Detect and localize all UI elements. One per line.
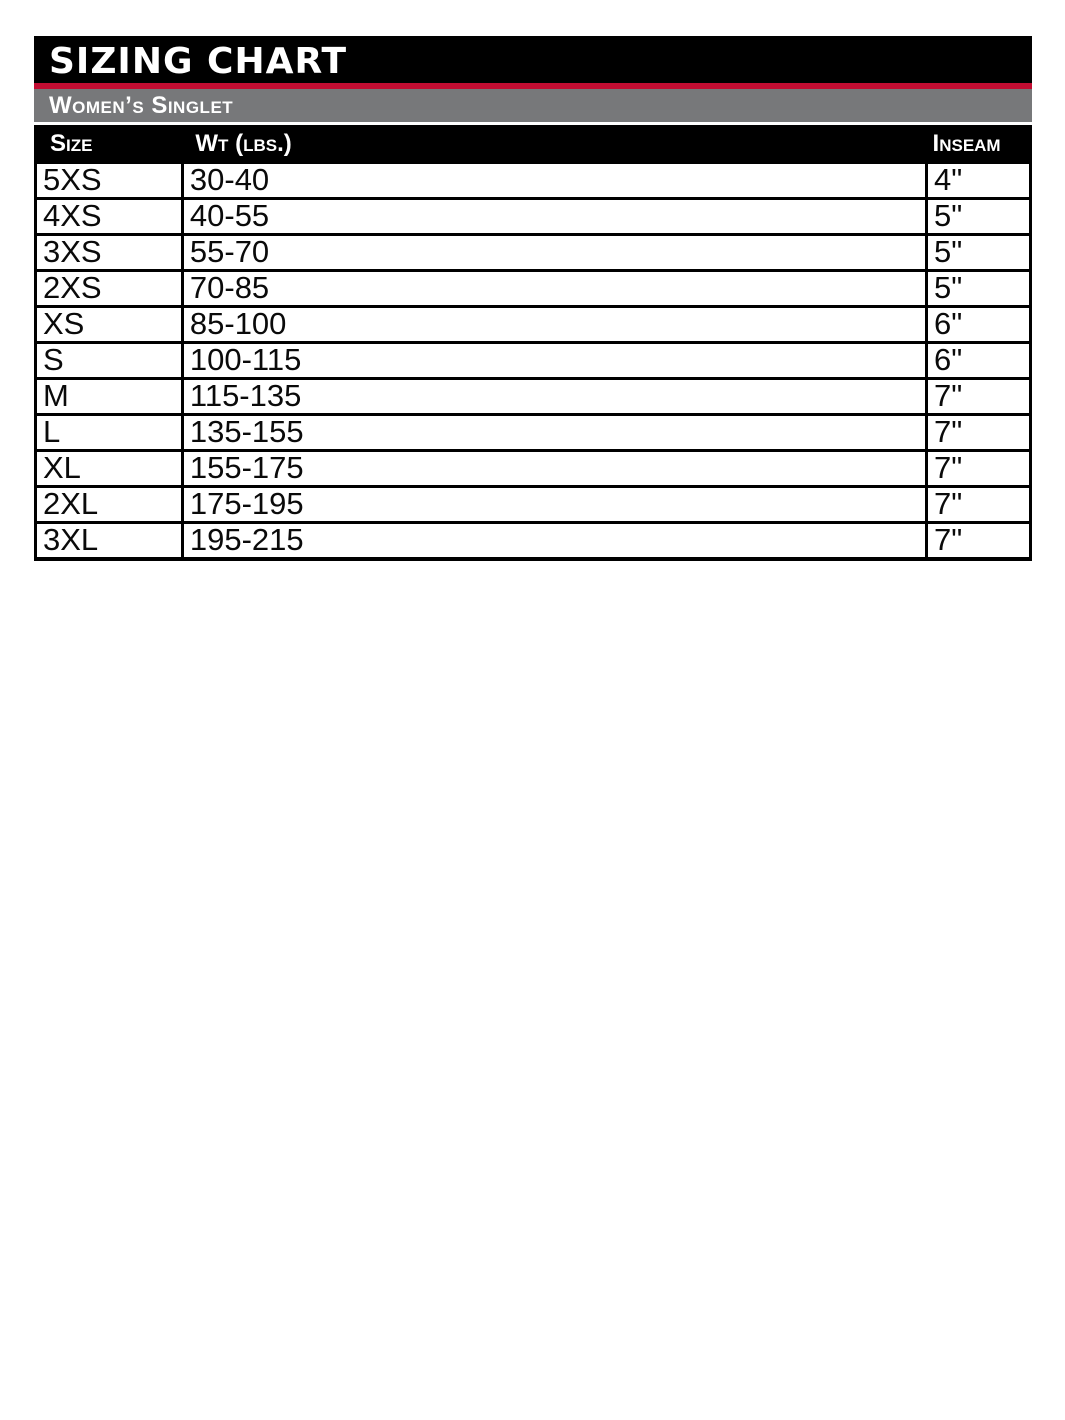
column-header-size: Size <box>36 127 183 163</box>
sizing-chart-sheet <box>34 36 1032 561</box>
inseam-cell: 7" <box>927 487 1031 523</box>
header-row <box>36 127 1031 163</box>
size-cell: XS <box>36 307 183 343</box>
table-row <box>36 343 1031 379</box>
page-title: SIZING CHART <box>49 41 348 82</box>
size-cell: 2XS <box>36 271 183 307</box>
weight-cell: 100-115 <box>182 343 926 379</box>
inseam-cell: 5" <box>927 271 1031 307</box>
inseam-cell: 6" <box>927 307 1031 343</box>
inseam-cell: 7" <box>927 523 1031 560</box>
size-table-header <box>36 127 1031 163</box>
table-row <box>36 271 1031 307</box>
inseam-cell: 4" <box>927 163 1031 199</box>
size-cell: 5XS <box>36 163 183 199</box>
weight-cell: 115-135 <box>182 379 926 415</box>
weight-cell: 55-70 <box>182 235 926 271</box>
size-cell: M <box>36 379 183 415</box>
table-row <box>36 379 1031 415</box>
size-table <box>34 125 1032 561</box>
table-row <box>36 199 1031 235</box>
size-cell: S <box>36 343 183 379</box>
table-row <box>36 163 1031 199</box>
product-subtitle: Women’s Singlet <box>49 91 234 119</box>
table-row <box>36 235 1031 271</box>
title-bar <box>34 36 1032 83</box>
inseam-cell: 7" <box>927 415 1031 451</box>
table-row <box>36 307 1031 343</box>
size-table-body <box>36 163 1031 560</box>
size-cell: L <box>36 415 183 451</box>
table-row <box>36 523 1031 560</box>
weight-cell: 155-175 <box>182 451 926 487</box>
size-cell: 3XS <box>36 235 183 271</box>
inseam-cell: 6" <box>927 343 1031 379</box>
weight-cell: 135-155 <box>182 415 926 451</box>
inseam-cell: 7" <box>927 379 1031 415</box>
size-cell: XL <box>36 451 183 487</box>
inseam-cell: 7" <box>927 451 1031 487</box>
weight-cell: 70-85 <box>182 271 926 307</box>
weight-cell: 40-55 <box>182 199 926 235</box>
column-header-inseam: Inseam <box>927 127 1031 163</box>
weight-cell: 175-195 <box>182 487 926 523</box>
inseam-cell: 5" <box>927 199 1031 235</box>
table-row <box>36 487 1031 523</box>
inseam-cell: 5" <box>927 235 1031 271</box>
weight-cell: 30-40 <box>182 163 926 199</box>
table-row <box>36 451 1031 487</box>
weight-cell: 85-100 <box>182 307 926 343</box>
weight-cell: 195-215 <box>182 523 926 560</box>
size-cell: 2XL <box>36 487 183 523</box>
size-cell: 4XS <box>36 199 183 235</box>
size-cell: 3XL <box>36 523 183 560</box>
column-header-weight: Wt (lbs.) <box>182 127 926 163</box>
subtitle-bar <box>34 89 1032 122</box>
table-row <box>36 415 1031 451</box>
